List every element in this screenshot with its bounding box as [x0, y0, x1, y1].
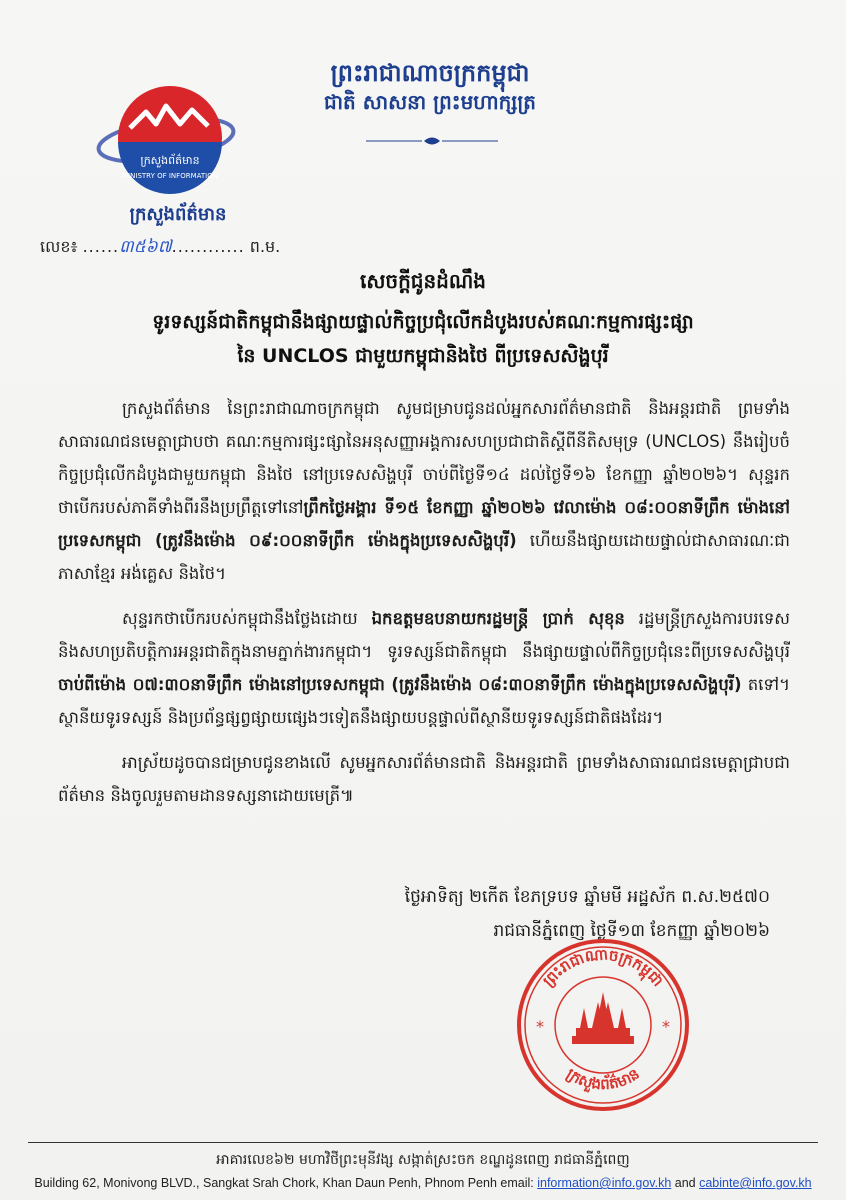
ministry-name: ក្រសួងព័ត៌មាន — [129, 204, 227, 225]
email-link-information[interactable]: information@info.gov.kh — [537, 1176, 672, 1190]
p2-bold-name: ឯកឧត្តមឧបនាយករដ្ឋមន្ត្រី ប្រាក់ សុខុន — [371, 609, 625, 628]
reference-label: លេខ៖ — [40, 237, 78, 256]
p2-text-end: តទៅ។ ស្ថានីយទូរទស្សន៍ និងប្រព័ន្ធផ្សព្វផ្សាយផ្សេងៗទៀតនឹងផ្សាយបន្តផ្ទាល់ពីស្ថានីយទូរទស្សន៍ជាតិផងដែរ។ — [58, 675, 790, 727]
ministry-logo — [96, 78, 248, 208]
email-link-cabinet[interactable]: cabinte@info.gov.kh — [699, 1176, 812, 1190]
kingdom-motto: ជាតិ សាសនា ព្រះមហាក្សត្រ — [324, 90, 536, 114]
logo-text-km: ក្រសួងព័ត៌មាន — [140, 154, 200, 167]
body-paragraph-3: អាស្រ័យដូចបានជម្រាបជូនខាងលើ សូមអ្នកសារព័ត៌មានជាតិ និងអន្តរជាតិ ព្រមទាំងសាធារណជនមេត្តាជ្រាបជាព័ត៌មាន និងចូលរួមតាមដានទស្សនាដោយមេត្រី៕ — [58, 753, 790, 805]
p1-text-end: ហើយនឹងផ្សាយដោយផ្ទាល់ជាសាធារណៈជាភាសាខ្មែរ អង់គ្លេស និងថៃ។ — [58, 531, 790, 583]
lunar-date: ថ្ងៃអាទិត្យ ២កើត ខែភទ្របទ ឆ្នាំមមី អដ្ឋស័ក ព.ស.២៥៧០ — [404, 887, 770, 907]
seal-bottom-text: ក្រសួងព័ត៌មាន — [563, 1064, 643, 1094]
p2-text: សុន្ទរកថាបើករបស់កម្ពុជានឹងថ្លែងដោយ — [122, 609, 372, 628]
notice-body — [58, 392, 790, 824]
ornament-divider — [362, 134, 502, 148]
official-seal — [514, 936, 692, 1114]
solar-date: រាជធានីភ្នំពេញ ថ្ងៃទី១៣ ខែកញ្ញា ឆ្នាំ២០២៦ — [493, 921, 770, 941]
p2-text-mid: រដ្ឋមន្ត្រីក្រសួងការបរទេសនិងសហប្រតិបត្តិការអន្តរជាតិក្នុងនាមភ្នាក់ងារកម្ពុជា។ ទូរទស្សន៍ជាតិកម្ពុជា នឹងផ្សាយផ្ទាល់ពីកិច្ចប្រជុំនេះពីប្រទេសសិង្ហបុរី — [58, 609, 791, 661]
p1-bold: ព្រឹកថ្ងៃអង្គារ ទី១៥ ខែកញ្ញា ឆ្នាំ២០២៦ វេលាម៉ោង ០៨:០០នាទីព្រឹក ម៉ោងនៅប្រទេសកម្ពុជា (ត្រូវនឹងម៉ោង ០៩:០០នាទីព្រឹក ម៉ោងក្នុងប្រទេសសិង្ហបុរី) — [58, 498, 790, 550]
seal-top-text: ព្រះរាជាណាចក្រកម្ពុជា — [539, 945, 667, 991]
reference-dots-after: ............ — [171, 237, 245, 256]
notice-title: សេចក្តីជូនដំណឹង — [360, 269, 486, 293]
notice-subject-line1: ទូរទស្សន៍ជាតិកម្ពុជានឹងផ្សាយផ្ទាល់កិច្ចប្រជុំលើកដំបូងរបស់គណៈកម្មការផ្សះផ្សា — [152, 311, 694, 333]
seal-star-right: * — [662, 1017, 670, 1036]
p2-bold-time: ចាប់ពីម៉ោង ០៧:៣០នាទីព្រឹក ម៉ោងនៅប្រទេសកម្ពុជា (ត្រូវនឹងម៉ោង ០៨:៣០នាទីព្រឹក ម៉ោងក្នុងប្រទេសសិង្ហបុរី) — [58, 675, 742, 694]
footer-address-en — [0, 1176, 846, 1190]
logo-text-en: MINISTRY OF INFORMATION — [122, 172, 218, 180]
kingdom-heading — [300, 58, 560, 116]
footer-address-km: អាគារលេខ៦២ មហាវិថីព្រះមុនីវង្ស សង្កាត់ស្រះចក ខណ្ឌដូនពេញ រាជធានីភ្នំពេញ — [216, 1152, 630, 1168]
footer-address-text: Building 62, Monivong BLVD., Sangkat Srah Chork, Khan Daun Penh, Phnom Penh email: — [34, 1176, 538, 1190]
seal-star-left: * — [536, 1017, 544, 1036]
reference-suffix: ព.ម. — [249, 237, 281, 256]
body-paragraph-2 — [58, 602, 790, 734]
reference-number — [40, 236, 280, 261]
body-paragraph-1 — [58, 392, 790, 590]
footer-divider — [28, 1142, 818, 1143]
p1-text: ក្រសួងព័ត៌មាន នៃព្រះរាជាណាចក្រកម្ពុជា សូមជម្រាបជូនដល់អ្នកសារព័ត៌មានជាតិ និងអន្តរជាតិ ព្រមទាំងសាធារណជនមេត្តាជ្រាបថា គណៈកម្មការផ្សះផ្សានៃអនុសញ្ញាអង្គការសហប្រជាជាតិស្តីពីនីតិសមុទ្រ (UNCLOS) នឹងរៀបចំកិច្ចប្រជុំលើកដំបូងជាមួយកម្ពុជា និងថៃ នៅប្រទេសសិង្ហបុរី ចាប់ពីថ្ងៃទី១៤ ដល់ថ្ងៃទី១៦ ខែកញ្ញា ឆ្នាំ២០២៦។ សុន្ទរកថាបើករបស់ភាគីទាំងពីរនឹងប្រព្រឹត្តទៅនៅ — [58, 399, 790, 517]
reference-dots: ...... — [82, 237, 120, 256]
reference-value: ៣៥៦៧ — [119, 237, 172, 257]
kingdom-title: ព្រះរាជាណាចក្រកម្ពុជា — [330, 59, 530, 87]
notice-subject-line2: នៃ UNCLOS ជាមួយកម្ពុជានិងថៃ ពីប្រទេសសិង្ហបុរី — [237, 345, 609, 367]
temple-emblem — [572, 992, 634, 1044]
footer-and: and — [671, 1176, 700, 1190]
